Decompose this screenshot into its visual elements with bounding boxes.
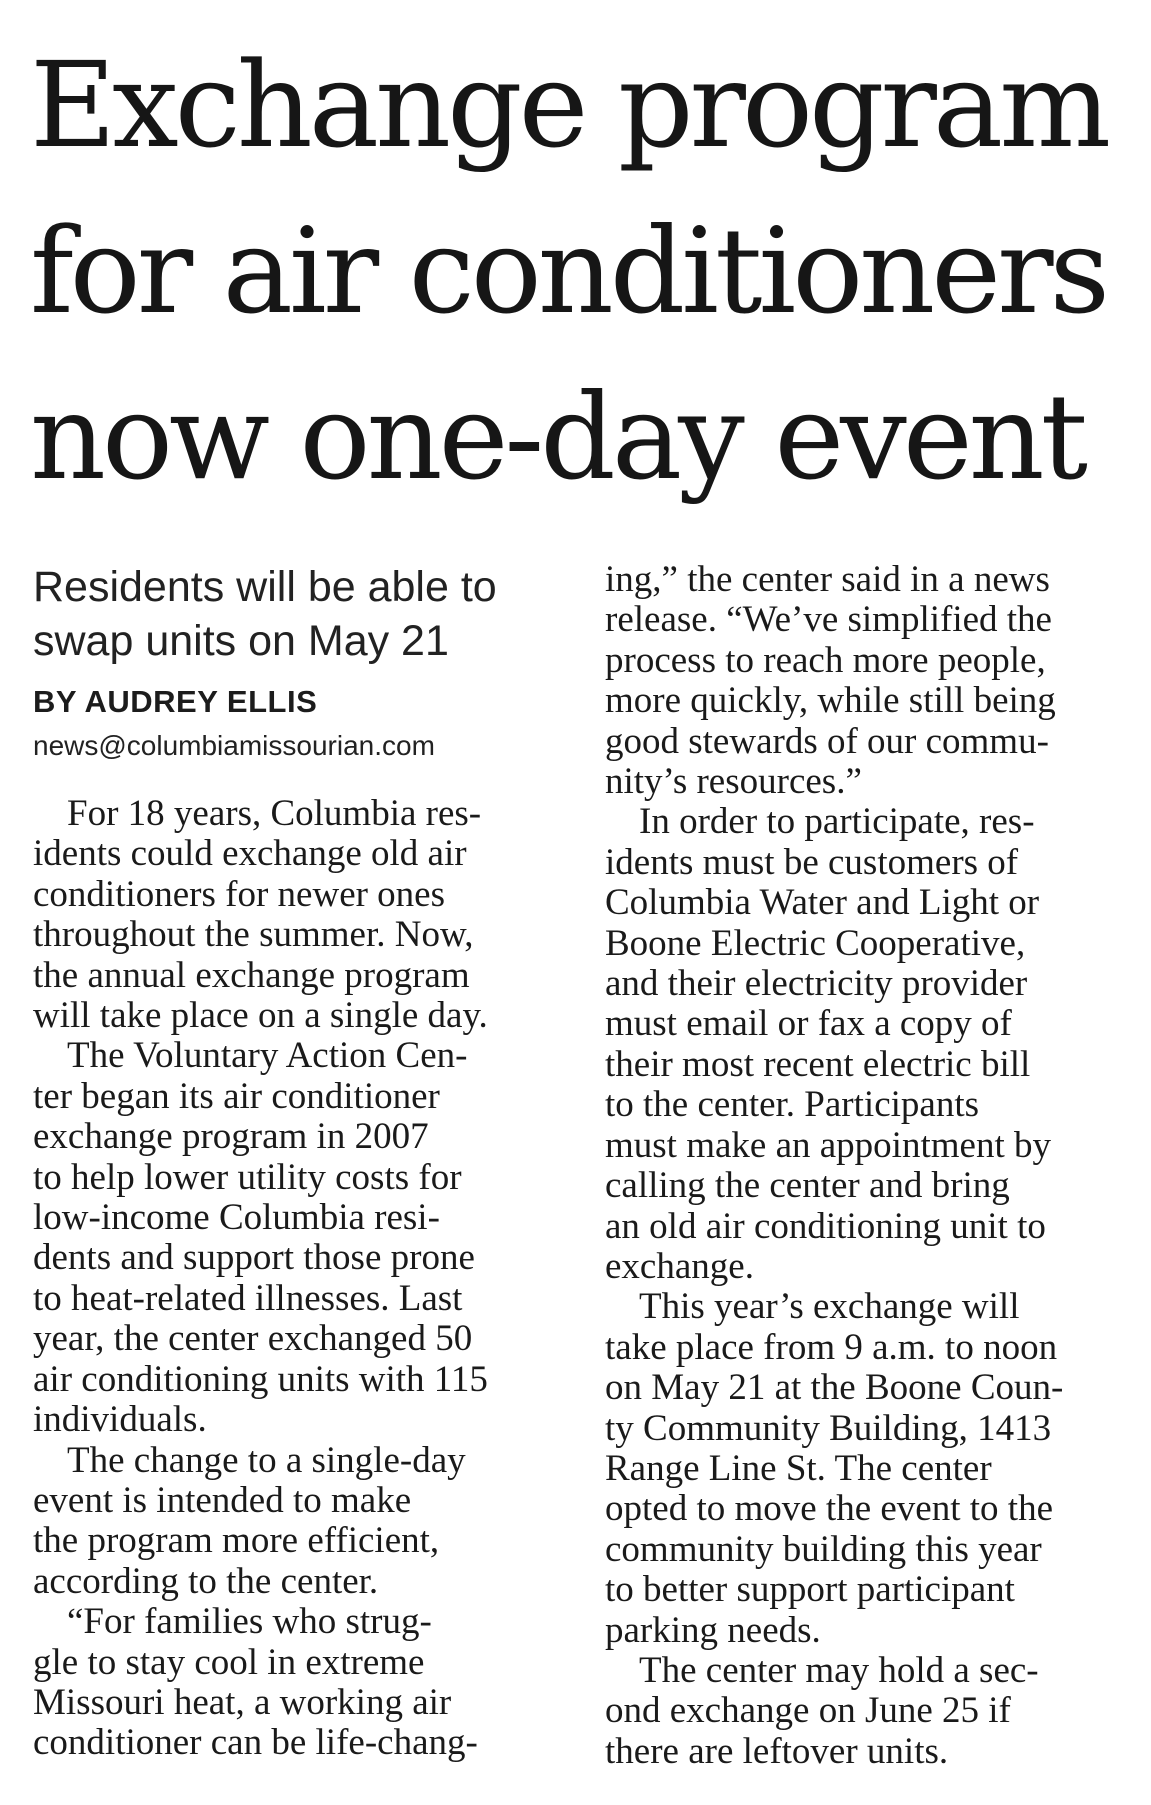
- body-line: throughout the summer. Now,: [33, 914, 474, 956]
- body-line: will take place on a single day.: [33, 995, 488, 1037]
- body-line: ond exchange on June 25 if: [605, 1690, 1011, 1732]
- body-line: nity’s resources.”: [605, 761, 862, 803]
- body-line: more quickly, while still being: [605, 680, 1056, 722]
- body-line: ty Community Building, 1413: [605, 1407, 1052, 1449]
- headline-line: for air conditioners: [30, 202, 1107, 340]
- body-line: The Voluntary Action Cen-: [67, 1035, 468, 1077]
- body-line: calling the center and bring: [605, 1165, 1010, 1207]
- headline: [30, 22, 1130, 520]
- body-line: must make an appointment by: [605, 1124, 1051, 1166]
- body-line: according to the center.: [33, 1560, 379, 1602]
- deck-line: swap units on May 21: [33, 617, 449, 665]
- right-column: [605, 560, 1145, 1772]
- body-line: take place from 9 a.m. to noon: [605, 1326, 1058, 1368]
- body-line: The center may hold a sec-: [639, 1649, 1039, 1691]
- body-line: Boone Electric Cooperative,: [605, 922, 1026, 964]
- headline-line: Exchange program: [30, 36, 1108, 174]
- body-line: year, the center exchanged 50: [33, 1318, 473, 1360]
- body-line: good stewards of our commu-: [605, 720, 1049, 762]
- deck-line: Residents will be able to: [33, 563, 497, 611]
- body-line: exchange program in 2007: [33, 1116, 429, 1158]
- body-line: ter began its air conditioner: [33, 1075, 440, 1117]
- body-line: must email or fax a copy of: [605, 1003, 1012, 1045]
- author-email[interactable]: news@columbiamissourian.com: [33, 730, 435, 761]
- body-line: ing,” the center said in a news: [605, 559, 1050, 600]
- body-line: opted to move the event to the: [605, 1488, 1053, 1530]
- body-line: idents must be customers of: [605, 841, 1019, 883]
- body-line: For 18 years, Columbia res-: [67, 793, 482, 834]
- body-line: individuals.: [33, 1399, 207, 1441]
- body-line: release. “We’ve simplified the: [605, 599, 1052, 641]
- body-line: conditioner can be life-chang-: [33, 1722, 478, 1764]
- body-line: the annual exchange program: [33, 954, 470, 996]
- body-line: dents and support those prone: [33, 1237, 475, 1279]
- body-line: idents could exchange old air: [33, 833, 467, 875]
- body-line: “For families who strug-: [67, 1601, 432, 1643]
- body-line: on May 21 at the Boone Coun-: [605, 1367, 1064, 1409]
- left-column: [33, 560, 568, 1764]
- body-line: the program more efficient,: [33, 1520, 440, 1562]
- body-line: exchange.: [605, 1245, 754, 1287]
- body-line: low-income Columbia resi-: [33, 1197, 440, 1239]
- body-line: Columbia Water and Light or: [605, 882, 1040, 924]
- byline: BY AUDREY ELLIS: [33, 684, 318, 719]
- body-line: their most recent electric bill: [605, 1043, 1031, 1085]
- body-line: to the center. Participants: [605, 1084, 979, 1126]
- body-line: parking needs.: [605, 1609, 821, 1651]
- body-line: community building this year: [605, 1528, 1042, 1570]
- body-line: and their electricity provider: [605, 963, 1028, 1005]
- body-line: Missouri heat, a working air: [33, 1681, 452, 1723]
- body-line: to help lower utility costs for: [33, 1156, 462, 1198]
- body-line: to heat-related illnesses. Last: [33, 1277, 463, 1319]
- body-line: to better support participant: [605, 1569, 1015, 1611]
- body-line: process to reach more people,: [605, 639, 1046, 681]
- body-line: gle to stay cool in extreme: [33, 1641, 425, 1683]
- body-line: event is intended to make: [33, 1479, 412, 1521]
- body-line: In order to participate, res-: [639, 801, 1035, 843]
- body-line: air conditioning units with 115: [33, 1358, 488, 1400]
- body-line: an old air conditioning unit to: [605, 1205, 1046, 1247]
- body-text-left: [33, 794, 568, 1764]
- headline-line: now one-day event: [30, 368, 1085, 506]
- body-line: Range Line St. The center: [605, 1447, 992, 1489]
- body-line: there are leftover units.: [605, 1730, 949, 1772]
- deck: [33, 560, 568, 668]
- body-line: This year’s exchange will: [639, 1286, 1020, 1328]
- body-text-right: [605, 560, 1145, 1772]
- body-line: conditioners for newer ones: [33, 873, 446, 915]
- body-line: The change to a single-day: [67, 1439, 466, 1481]
